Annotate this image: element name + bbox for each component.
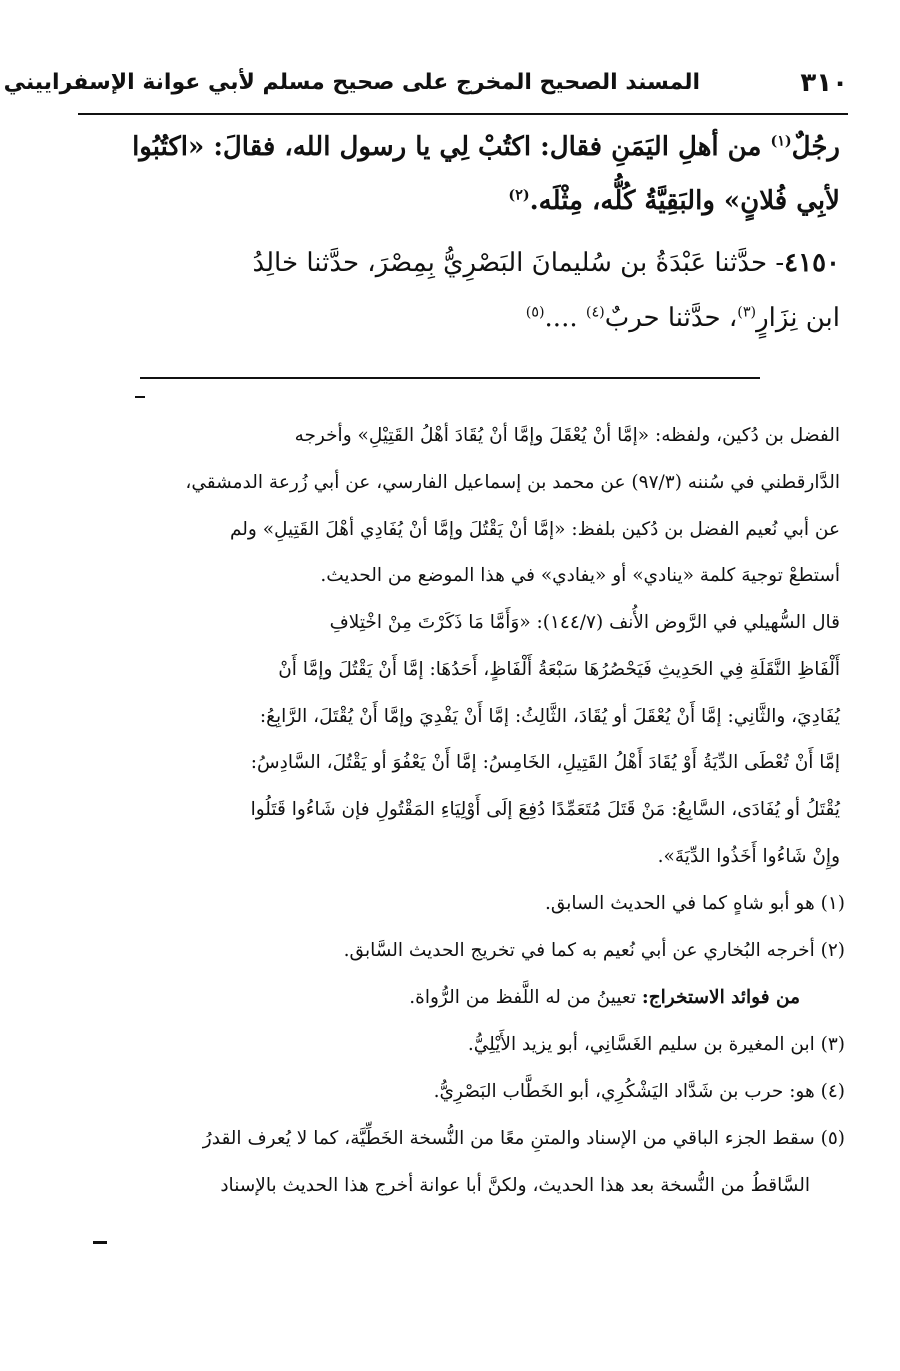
header-rule (78, 113, 848, 115)
note-line: الفضل بن دُكين، ولفظه: «إمَّا أنْ يُعْقَلَ وإمَّا أنْ يُقَادَ أهْلُ القَتِيْلِ» وأخرجه (294, 425, 840, 446)
footnote-3: (٣) ابن المغيرة بن سليم الغَسَّانِي، أبو يزيد الأَيْلِيُّ. (467, 1034, 845, 1055)
note-line: يُقْتَلُ أو يُفَادَى، السَّابِعُ: مَنْ قَتَلَ مُتَعَمِّدًا دُفِعَ إلَى أَوْلِيَاءِ المَقْتُولِ فإن شَاءُوا قَتَلُوا (250, 799, 840, 820)
note-line: وإِنْ شَاءُوا أَخَذُوا الدِّيَةَ». (657, 846, 840, 867)
footnote-ref-5: (٥) (525, 304, 545, 321)
footnote-1: (١) هو أبو شاهٍ كما في الحديث السابق. (544, 893, 845, 914)
extraction-benefit-label: من فوائد الاستخراج: (641, 987, 800, 1008)
note-line: أَلْفَاظِ النَّقَلَةِ فِي الحَدِيثِ فَيَحْصُرُهَا سَبْعَةُ أَلْفَاظٍ، أَحَدُهَا: إمَّا أَنْ يَقْتُلَ وإمَّا أَنْ (278, 659, 840, 680)
page-number: ٣١٠ (800, 68, 848, 98)
footnote-5: (٥) سقط الجزء الباقي من الإسناد والمتنِ معًا من النُّسخة الخَطِّيَّة، كما لا يُعرف القدرُ (202, 1128, 845, 1149)
footnote-2: (٢) أخرجه البُخاري عن أبي نُعيم به كما في تخريج الحديث السَّابق. (343, 940, 845, 961)
continuation-dash (93, 1241, 107, 1244)
main-line-1: رجُلٌ$^{(١)}$ من أهلِ اليَمَنِ فقال: اكتُبْ لِي يا رسول الله، فقالَ: «اكتُبُوا (132, 132, 840, 162)
note-line: عن أبي نُعيم الفضل بن دُكين بلفظ: «إمَّا أنْ يَقْتُلَ وإمَّا أنْ يُفَادِي أهْلَ القَتِيلِ» ولم (229, 519, 840, 540)
note-line: أستطعْ توجيهَ كلمة «ينادي» أو «يفادي» في هذا الموضع من الحديث. (320, 565, 840, 586)
footnote-5-continued: السَّاقطُ من النُّسخة بعد هذا الحديث، ولكنَّ أبا عوانة أخرج هذا الحديث بالإسناد (220, 1175, 810, 1196)
main-line-2: لأبِي فُلانٍ» والبَقِيَّةُ كُلُّه، مِثْلَه.$^{(٢)}$ (508, 186, 840, 216)
main-line-4: ابن نِزَارٍ$^{(٣)}$، حدَّثنا حربٌ$^{(٤)}$ ....$^{(٥)}$ (525, 303, 840, 333)
note-line: إمَّا أَنْ تُعْطَى الدِّيَةُ أَوْ يُقَادَ أَهْلُ القَتِيلِ، الخَامِسُ: إمَّا أَنْ يَعْفُوَ أو يَقْتُلَ، السَّادِسُ: (250, 752, 840, 773)
footnote-4: (٤) هو: حرب بن شَدَّاد اليَشْكُرِي، أبو الخَطَّاب البَصْرِيُّ. (433, 1081, 845, 1102)
continuation-mark (135, 396, 145, 398)
note-line: قال السُّهيلي في الرَّوض الأُنف (١٤٤/٧): «وَأَمَّا مَا ذَكَرْتَ مِنْ اخْتِلافِ (329, 612, 840, 633)
footnote-ref-1: (١) (770, 133, 792, 150)
extraction-benefit: من فوائد الاستخراج: تعيينُ من له اللَّفظ من الرُّواة. (409, 987, 800, 1008)
footnote-separator (140, 377, 760, 379)
hadith-number: ٤١٥٠ (784, 248, 840, 278)
main-line-3: ٤١٥٠- حدَّثنا عَبْدَةُ بن سُليمانَ البَصْرِيُّ بِمِصْرَ، حدَّثنا خالِدُ (252, 248, 840, 278)
running-header-title: المسند الصحيح المخرج على صحيح مسلم لأبي عوانة الإسفراييني (3, 70, 700, 95)
footnote-ref-2: (٢) (508, 187, 530, 204)
note-line: يُفَادِيَ، والثَّانِي: إمَّا أَنْ يُعْقَلَ أو يُقَادَ، الثَّالِثُ: إمَّا أَنْ يَفْدِيَ وإمَّا أَنْ يُقْتَلَ، الرَّابِعُ: (259, 706, 840, 727)
footnote-ref-4: (٤) (585, 304, 605, 321)
note-line: الدَّارقطني في سُننه (٩٧/٣) عن محمد بن إسماعيل الفارسي، عن أبي زُرعة الدمشقي، (185, 472, 840, 493)
footnote-ref-3: (٣) (737, 304, 757, 321)
